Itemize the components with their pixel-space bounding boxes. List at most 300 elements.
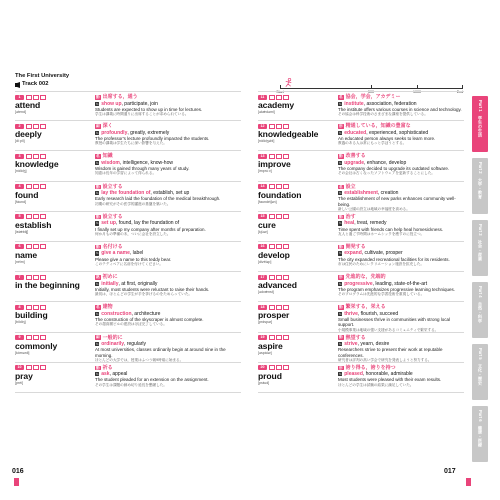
entry-number: 19 bbox=[258, 335, 267, 340]
word-column bbox=[258, 333, 336, 362]
vocab-entry bbox=[15, 242, 241, 272]
synonym-key: initially bbox=[101, 280, 119, 287]
example-sentence: I finally set up my company after months of preparation. bbox=[95, 226, 206, 232]
chapter-tab-label: Part 2 大学・教育 bbox=[478, 162, 483, 199]
entry-number: 1 bbox=[15, 95, 24, 100]
chapter-tab[interactable] bbox=[472, 220, 488, 276]
review-checkbox[interactable] bbox=[276, 305, 282, 310]
meaning-text: 出席する，通う bbox=[102, 94, 138, 100]
review-checkbox[interactable] bbox=[33, 335, 39, 340]
chapter-tab-label: Part 4 自然・科学 bbox=[478, 286, 483, 323]
example-translation: ほとんどの学生は試験の結果に満足していた。 bbox=[338, 382, 414, 387]
part-of-speech: 動 bbox=[339, 244, 343, 249]
synonym-icon: ≒ bbox=[95, 372, 99, 377]
definition-column bbox=[338, 335, 462, 363]
review-checkbox[interactable] bbox=[276, 184, 282, 189]
entry-number-row bbox=[258, 275, 336, 280]
review-checkbox[interactable] bbox=[33, 244, 39, 249]
checkbox-group bbox=[26, 184, 47, 189]
synonym-rest: , honorable, admirable bbox=[362, 371, 413, 378]
meaning-text: 精通している，知識の豊富な bbox=[345, 123, 411, 130]
chapter-tab-label: Part 1 学生の生活 bbox=[478, 100, 483, 137]
example-sentence: The institute offers various courses in science and technology. bbox=[338, 106, 462, 112]
page-number-right: 017 bbox=[444, 468, 456, 475]
review-checkbox[interactable] bbox=[33, 305, 39, 310]
chapter-tab-label: Part 3 社会・産業 bbox=[478, 224, 483, 261]
synonym-icon: ≒ bbox=[338, 101, 342, 106]
entry-number-row bbox=[15, 154, 93, 159]
synonym-icon: ≒ bbox=[338, 372, 342, 377]
review-checkbox[interactable] bbox=[283, 365, 289, 370]
chapter-tab[interactable] bbox=[472, 96, 488, 152]
review-checkbox[interactable] bbox=[269, 95, 275, 100]
word-column bbox=[258, 242, 336, 271]
review-checkbox[interactable] bbox=[269, 305, 275, 310]
word-column bbox=[15, 363, 93, 392]
entry-number-row bbox=[15, 184, 93, 189]
vocab-entry bbox=[258, 333, 464, 363]
vocab-entry bbox=[258, 272, 464, 302]
checkbox-group bbox=[269, 335, 290, 340]
review-checkbox[interactable] bbox=[269, 214, 275, 219]
chapter-tab-label: Part 6 健康・医療 bbox=[478, 410, 483, 447]
entry-number: 17 bbox=[258, 275, 267, 280]
chapter-tab[interactable] bbox=[472, 406, 488, 462]
chapter-tabs bbox=[472, 96, 488, 468]
entry-number-row bbox=[15, 244, 93, 249]
entry-number: 10 bbox=[15, 365, 24, 370]
review-checkbox[interactable] bbox=[276, 275, 282, 280]
entry-number: 5 bbox=[15, 214, 24, 219]
part-of-speech: 動 bbox=[339, 154, 343, 159]
meaning-text: 初めに bbox=[102, 274, 118, 281]
word-column bbox=[15, 182, 93, 211]
synonym-key: profoundly bbox=[101, 129, 128, 136]
entry-number: 15 bbox=[258, 214, 267, 219]
checkbox-group bbox=[269, 184, 290, 189]
review-checkbox[interactable] bbox=[276, 335, 282, 340]
synonym-rest: , greatly, extremely bbox=[127, 129, 170, 136]
review-checkbox[interactable] bbox=[40, 214, 46, 219]
review-checkbox[interactable] bbox=[283, 214, 289, 219]
synonym-key: ordinarily bbox=[101, 341, 125, 347]
example-sentence: Researchers strive to present their work at reputable conferences. bbox=[338, 347, 443, 358]
checkbox-group bbox=[26, 305, 47, 310]
synonym-icon: ≒ bbox=[338, 281, 342, 286]
review-checkbox[interactable] bbox=[26, 244, 32, 249]
pronunciation: [ədvǽnst] bbox=[258, 290, 274, 295]
review-checkbox[interactable] bbox=[276, 244, 282, 249]
synonym-rest: , found, lay the foundation of bbox=[115, 220, 180, 227]
headword: knowledge bbox=[15, 159, 59, 170]
synonym-rest: , intelligence, know-how bbox=[119, 159, 173, 166]
word-column bbox=[258, 121, 336, 150]
synonym-key: thrive bbox=[344, 310, 358, 317]
synonym-icon: ≒ bbox=[338, 130, 342, 135]
review-checkbox[interactable] bbox=[283, 244, 289, 249]
review-checkbox[interactable] bbox=[269, 275, 275, 280]
word-column bbox=[258, 212, 336, 241]
checkbox-group bbox=[26, 214, 47, 219]
part-of-speech: 熟 bbox=[96, 275, 100, 280]
review-checkbox[interactable] bbox=[276, 95, 282, 100]
checkbox-group bbox=[26, 275, 47, 280]
word-column bbox=[15, 121, 93, 150]
entry-number: 11 bbox=[258, 95, 267, 100]
definition-column bbox=[95, 94, 239, 116]
part-of-speech: 副 bbox=[96, 335, 100, 340]
definition-column bbox=[95, 274, 239, 296]
synonym-icon: ≒ bbox=[95, 281, 99, 286]
review-checkbox[interactable] bbox=[40, 184, 46, 189]
review-checkbox[interactable] bbox=[40, 95, 46, 100]
example-sentence: Wisdom is gained through many years of study. bbox=[95, 166, 190, 172]
checkbox-group bbox=[26, 95, 47, 100]
pronunciation: [néim] bbox=[15, 259, 25, 264]
pronunciation: [fáund] bbox=[15, 199, 26, 204]
vocab-entry bbox=[15, 151, 241, 181]
synonym-text bbox=[101, 101, 158, 107]
review-checkbox[interactable] bbox=[26, 275, 32, 280]
example-translation: 新しい公園の設立は地域の幸福度を高める。 bbox=[338, 206, 410, 211]
review-checkbox[interactable] bbox=[33, 275, 39, 280]
entry-number: 6 bbox=[15, 244, 24, 249]
synonym-icon: ≒ bbox=[338, 342, 342, 347]
review-checkbox[interactable] bbox=[40, 335, 46, 340]
pronunciation: [əspáiər] bbox=[258, 350, 272, 355]
part-of-speech: 動 bbox=[96, 184, 100, 189]
example-sentence: The company decided to upgrade its outdated software. bbox=[338, 166, 450, 172]
synonym-key: set up bbox=[101, 220, 116, 227]
example-sentence: The construction of the skyscraper is almost complete. bbox=[95, 317, 204, 323]
example-sentence: The establishment of new parks enhances community well-being. bbox=[338, 196, 456, 207]
vocab-entry bbox=[258, 151, 464, 181]
synonym-key: establishment bbox=[344, 190, 378, 197]
review-checkbox[interactable] bbox=[33, 365, 39, 370]
entry-number: 4 bbox=[15, 184, 24, 189]
example-sentence: The student pleaded for an extension on the assignment. bbox=[95, 377, 209, 383]
example-sentence: Early research laid the foundation of the medical breakthrough. bbox=[95, 196, 221, 202]
review-checkbox[interactable] bbox=[26, 214, 32, 219]
pronunciation: [nɑ́lidʒəbl] bbox=[258, 139, 275, 144]
vocab-entry bbox=[15, 121, 241, 151]
progress-label-end: End bbox=[456, 90, 464, 94]
definition-column bbox=[95, 123, 239, 145]
meaning-text: 誇り得る，誇りを持つ bbox=[345, 364, 396, 371]
vocab-entry bbox=[258, 242, 464, 272]
synonym-icon: ≒ bbox=[338, 251, 342, 256]
example-sentence: Students are expected to show up in time for lectures. bbox=[95, 106, 203, 112]
meaning-text: 知識 bbox=[102, 153, 113, 160]
progress-label-start: Start bbox=[276, 90, 284, 94]
synonym-icon: ≒ bbox=[338, 221, 342, 226]
meaning-text: 改善する bbox=[345, 153, 366, 160]
entry-number: 16 bbox=[258, 244, 267, 249]
review-checkbox[interactable] bbox=[283, 184, 289, 189]
part-of-speech: 形 bbox=[339, 365, 343, 370]
vocab-entry bbox=[258, 212, 464, 242]
review-checkbox[interactable] bbox=[283, 275, 289, 280]
vocab-entry bbox=[15, 182, 241, 212]
review-checkbox[interactable] bbox=[283, 95, 289, 100]
track-number: Track 002 bbox=[22, 81, 49, 87]
review-checkbox[interactable] bbox=[283, 154, 289, 159]
review-checkbox[interactable] bbox=[283, 124, 289, 129]
checkbox-group bbox=[269, 124, 290, 129]
review-checkbox[interactable] bbox=[276, 365, 282, 370]
meaning-text: 祈る bbox=[102, 364, 113, 371]
part-of-speech: 動 bbox=[96, 94, 100, 99]
pronunciation: [istǽbliʃ] bbox=[15, 229, 29, 234]
example-translation: 友人と過ごす時間はホームシックを癒すのに役立つ。 bbox=[338, 231, 425, 236]
pronunciation: [ətend] bbox=[15, 110, 26, 114]
synonym-rest: , at first, originally bbox=[118, 280, 158, 287]
right-page bbox=[258, 70, 464, 460]
part-of-speech: 動 bbox=[339, 214, 343, 219]
definition-column bbox=[338, 184, 462, 212]
definition-column bbox=[338, 94, 462, 116]
synonym-text bbox=[344, 101, 416, 107]
example-translation: 初期の研究がその医学的躍進の基盤を築いた。 bbox=[95, 201, 171, 206]
example-sentence: Small businesses thrive in communities with strong local support. bbox=[338, 317, 451, 328]
synonym-rest: , establish, set up bbox=[150, 190, 190, 197]
pronunciation: [nɑ́lidʒ] bbox=[15, 169, 27, 174]
headword: building bbox=[15, 310, 48, 321]
progress-label-1000: 1000 bbox=[413, 90, 421, 94]
review-checkbox[interactable] bbox=[40, 154, 46, 159]
example-translation: その協会は科学技術のさまざまな講座を提供している。 bbox=[338, 112, 428, 116]
meaning-text: 一般的に bbox=[102, 334, 123, 341]
headword: establish bbox=[15, 219, 52, 230]
example-translation: 小規模事業は地域の強い支援があるコミュニティで繁栄する。 bbox=[338, 327, 439, 332]
word-column bbox=[15, 333, 93, 362]
page-number-left: 016 bbox=[12, 468, 24, 475]
synonym-rest: , cultivate, prosper bbox=[361, 250, 403, 257]
review-checkbox[interactable] bbox=[26, 365, 32, 370]
review-checkbox[interactable] bbox=[40, 305, 46, 310]
review-checkbox[interactable] bbox=[26, 305, 32, 310]
headword: knowledgeable bbox=[258, 129, 319, 140]
checkbox-group bbox=[269, 275, 290, 280]
example-sentence: The city expanded recreational facilities for its residents. bbox=[338, 256, 450, 262]
definition-column bbox=[95, 304, 239, 326]
checkbox-group bbox=[26, 335, 47, 340]
example-sentence: At most universities, classes ordinarily begin at around nine in the morning. bbox=[95, 347, 226, 358]
definition-column bbox=[338, 123, 462, 145]
vocab-entry bbox=[258, 182, 464, 212]
entry-number: 8 bbox=[15, 305, 24, 310]
review-checkbox[interactable] bbox=[26, 95, 32, 100]
synonym-rest: , architecture bbox=[131, 310, 161, 317]
definition-column bbox=[95, 244, 239, 266]
review-checkbox[interactable] bbox=[33, 124, 39, 129]
definition-column bbox=[95, 184, 239, 206]
pronunciation: [bíldiŋ] bbox=[15, 320, 26, 325]
entry-number-row bbox=[258, 154, 336, 159]
word-column bbox=[258, 363, 336, 392]
headword: attend bbox=[15, 100, 41, 110]
example-translation: このテディベアに名前を付けてください。 bbox=[95, 261, 163, 266]
entry-number-row bbox=[15, 365, 93, 370]
checkbox-group bbox=[269, 95, 290, 100]
entry-number-row bbox=[258, 124, 336, 129]
meaning-text: 繁栄する，栄える bbox=[345, 304, 386, 311]
review-checkbox[interactable] bbox=[26, 154, 32, 159]
synonym-icon: ≒ bbox=[338, 311, 342, 316]
synonym-key: lay the foundation of bbox=[101, 190, 151, 197]
synonym-text bbox=[101, 220, 179, 226]
review-checkbox[interactable] bbox=[33, 95, 39, 100]
example-translation: 何か月もの準備の末，ついに会社を設立した。 bbox=[95, 231, 171, 236]
example-translation: 教養のある人は常にもっと学ぼうとする。 bbox=[338, 141, 407, 146]
part-of-speech: 名 bbox=[339, 184, 343, 189]
definition-column bbox=[338, 244, 462, 266]
definition-column bbox=[95, 335, 239, 363]
review-checkbox[interactable] bbox=[276, 154, 282, 159]
vocab-entry bbox=[15, 91, 241, 121]
synonym-rest: , regularly bbox=[124, 341, 146, 347]
entry-number: 20 bbox=[258, 365, 267, 370]
review-checkbox[interactable] bbox=[40, 275, 46, 280]
example-translation: 最初は，ほとんどの学生が手を挙げるのをためらっていた。 bbox=[95, 292, 193, 297]
headword: deeply bbox=[15, 129, 42, 140]
synonym-key: ask bbox=[101, 371, 110, 378]
definition-column bbox=[338, 214, 462, 236]
meaning-text: 熱望する bbox=[345, 334, 366, 341]
example-sentence: The program emphasizes progressive learning techniques. bbox=[338, 286, 456, 292]
chapter-tab-label: Part 5 文化・歴史 bbox=[478, 348, 483, 385]
review-checkbox[interactable] bbox=[276, 124, 282, 129]
pronunciation: [divéləp] bbox=[258, 259, 272, 264]
synonym-text bbox=[101, 250, 143, 256]
synonym-rest: , experienced, sophisticated bbox=[366, 129, 429, 136]
meaning-text: 開発する bbox=[345, 243, 366, 250]
pronunciation: [práud] bbox=[258, 380, 270, 385]
part-of-speech: 動 bbox=[339, 305, 343, 310]
review-checkbox[interactable] bbox=[269, 154, 275, 159]
example-translation: 研究者は評判の高い学会で研究を発表しようと努力する。 bbox=[338, 357, 432, 362]
checkbox-group bbox=[26, 154, 47, 159]
meaning-text: 協会，学会，アカデミー bbox=[345, 94, 401, 100]
synonym-rest: , leading, state-of-the-art bbox=[372, 280, 428, 287]
synonym-key: construction bbox=[101, 310, 132, 317]
entry-number-row bbox=[15, 275, 93, 280]
review-checkbox[interactable] bbox=[269, 335, 275, 340]
example-translation: その会社は古くなったソフトウェアを更新することにした。 bbox=[338, 171, 435, 176]
checkbox-group bbox=[269, 214, 290, 219]
entry-number-row bbox=[258, 95, 336, 100]
review-checkbox[interactable] bbox=[269, 244, 275, 249]
synonym-text bbox=[344, 220, 386, 226]
example-translation: 知恵は長年の学習によって得られる。 bbox=[95, 171, 157, 176]
headword: cure bbox=[258, 219, 276, 230]
pronunciation: [faundéiʃən] bbox=[258, 199, 277, 204]
review-checkbox[interactable] bbox=[26, 335, 32, 340]
vocab-entry bbox=[258, 302, 464, 332]
review-checkbox[interactable] bbox=[26, 184, 32, 189]
entry-number-row bbox=[258, 365, 336, 370]
synonym-key: educated bbox=[344, 129, 367, 136]
review-checkbox[interactable] bbox=[269, 124, 275, 129]
meaning-text: 設立 bbox=[345, 183, 356, 190]
definition-column bbox=[95, 365, 239, 387]
vocab-entry bbox=[258, 121, 464, 151]
review-checkbox[interactable] bbox=[33, 184, 39, 189]
page-marker-left bbox=[14, 478, 19, 486]
vocab-entry bbox=[258, 91, 464, 121]
chapter-tab[interactable] bbox=[472, 158, 488, 214]
meaning-text: 治す bbox=[345, 213, 356, 220]
synonym-rest: , flourish, succeed bbox=[357, 310, 399, 317]
entry-number-row bbox=[258, 184, 336, 189]
definition-column bbox=[338, 365, 462, 387]
word-column bbox=[258, 182, 336, 211]
word-column bbox=[15, 212, 93, 241]
synonym-icon: ≒ bbox=[95, 101, 99, 106]
entry-number: 2 bbox=[15, 124, 24, 129]
entry-number-row bbox=[15, 214, 93, 219]
definition-column bbox=[338, 153, 462, 175]
review-checkbox[interactable] bbox=[269, 184, 275, 189]
word-column bbox=[15, 272, 93, 301]
entry-number: 13 bbox=[258, 154, 267, 159]
synonym-key: institute bbox=[344, 100, 364, 107]
entry-number-row bbox=[15, 95, 93, 100]
review-checkbox[interactable] bbox=[40, 124, 46, 129]
headword: commonly bbox=[15, 340, 58, 351]
pronunciation: [kɑ́mənli] bbox=[15, 350, 30, 355]
review-checkbox[interactable] bbox=[40, 244, 46, 249]
example-sentence: An educated person always seeks to learn more. bbox=[338, 135, 436, 141]
part-of-speech: 名 bbox=[96, 154, 100, 159]
vocab-entry bbox=[15, 363, 241, 393]
review-checkbox[interactable] bbox=[269, 365, 275, 370]
entry-number: 9 bbox=[15, 335, 24, 340]
review-checkbox[interactable] bbox=[40, 365, 46, 370]
example-translation: 市は住民のためにレクリエーション施設を拡充した。 bbox=[338, 261, 424, 266]
part-of-speech: 形 bbox=[339, 275, 343, 280]
review-checkbox[interactable] bbox=[33, 154, 39, 159]
meaning-text: 建物 bbox=[102, 304, 113, 311]
entry-number: 3 bbox=[15, 154, 24, 159]
example-translation: その学生は課題の締め切り延長を懇願した。 bbox=[95, 382, 167, 387]
word-column bbox=[258, 302, 336, 331]
vocab-entry bbox=[15, 302, 241, 332]
headword: foundation bbox=[258, 189, 302, 200]
checkbox-group bbox=[269, 365, 290, 370]
headword: name bbox=[15, 249, 38, 260]
review-checkbox[interactable] bbox=[283, 335, 289, 340]
review-checkbox[interactable] bbox=[26, 124, 32, 129]
synonym-rest: , creation bbox=[377, 190, 399, 197]
synonym-rest: , yearn, desire bbox=[357, 341, 390, 347]
example-sentence: Initially, most students were reluctant to raise their hands. bbox=[95, 286, 210, 292]
example-sentence: The professor's lecture profoundly impacted the students. bbox=[95, 135, 210, 141]
synonym-icon: ≒ bbox=[338, 191, 342, 196]
pronunciation: [əkǽdəmi] bbox=[258, 110, 275, 114]
example-translation: 教授の講義は学生たちに深い影響を与えた。 bbox=[95, 141, 167, 146]
headword: academy bbox=[258, 100, 295, 110]
review-checkbox[interactable] bbox=[283, 305, 289, 310]
part-of-speech: 動 bbox=[96, 244, 100, 249]
entry-number-row bbox=[15, 335, 93, 340]
chapter-tab[interactable] bbox=[472, 282, 488, 338]
chapter-tab[interactable] bbox=[472, 344, 488, 400]
meaning-text: 深く bbox=[102, 123, 113, 130]
review-checkbox[interactable] bbox=[33, 214, 39, 219]
review-checkbox[interactable] bbox=[276, 214, 282, 219]
entry-number: 12 bbox=[258, 124, 267, 129]
